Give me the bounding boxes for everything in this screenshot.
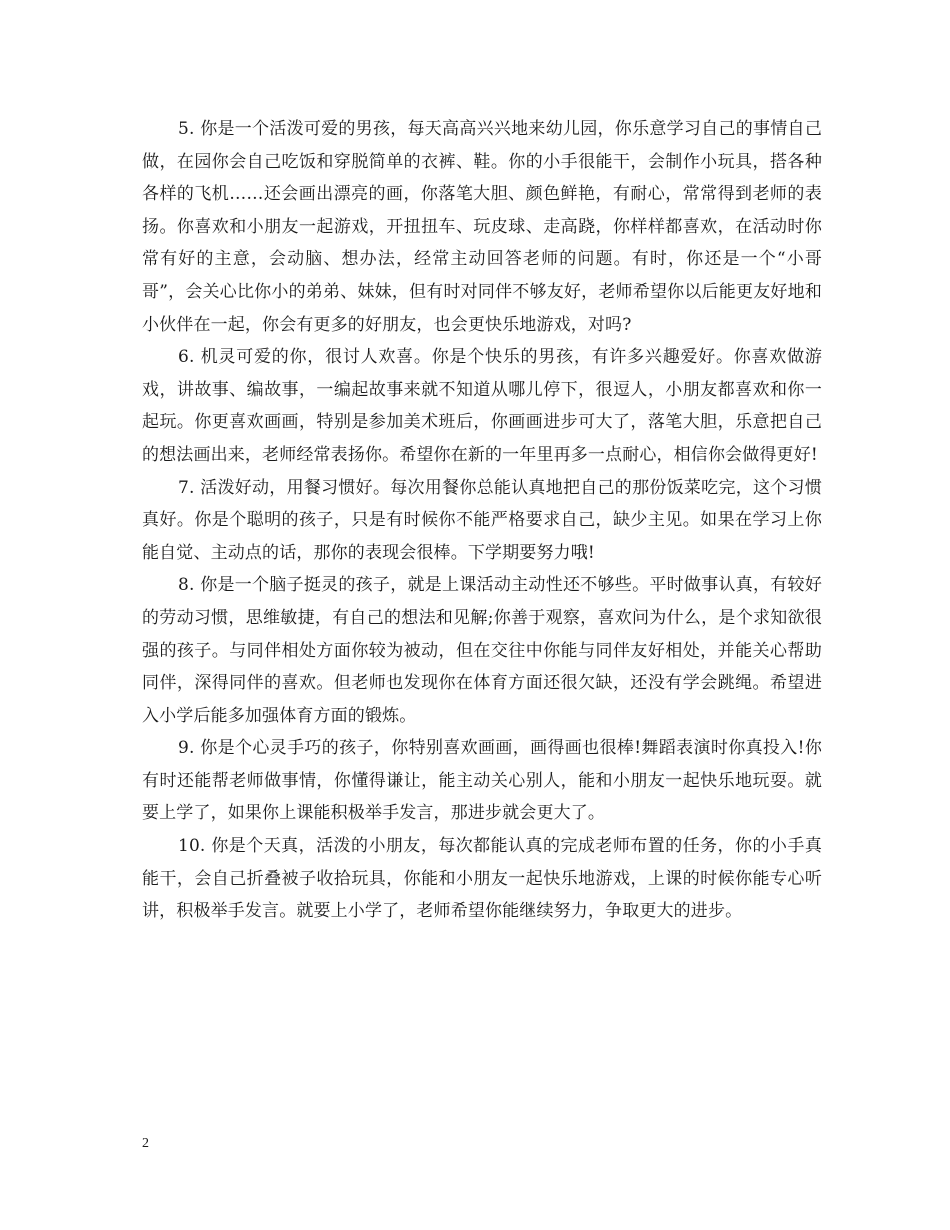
paragraph-6: 6. 机灵可爱的你，很讨人欢喜。你是个快乐的男孩，有许多兴趣爱好。你喜欢做游戏，讲故事、编故事，一编起故事来就不知道从哪儿停下，很逗人，小朋友都喜欢和你一起玩。你更喜欢画画，特别是参加美术班后，你画画进步可大了，落笔大胆，乐意把自己的想法画出来，老师经常表扬你。希望你在新的一年里再多一点耐心，相信你会做得更好! (142, 347, 822, 465)
document-body (142, 113, 822, 928)
paragraph-9: 9. 你是个心灵手巧的孩子，你特别喜欢画画，画得画也很棒!舞蹈表演时你真投入!你有时还能帮老师做事情，你懂得谦让，能主动关心别人，能和小朋友一起快乐地玩耍。就要上学了，如果你上课能积极举手发言，那进步就会更大了。 (142, 738, 822, 824)
paragraph-10: 10. 你是个天真，活泼的小朋友，每次都能认真的完成老师布置的任务，你的小手真能干，会自己折叠被子收拾玩具，你能和小朋友一起快乐地游戏，上课的时候你能专心听讲，积极举手发言。就要上小学了，老师希望你能继续努力，争取更大的进步。 (142, 836, 822, 922)
paragraph-7: 7. 活泼好动，用餐习惯好。每次用餐你总能认真地把自己的那份饭菜吃完，这个习惯真好。你是个聪明的孩子，只是有时候你不能严格要求自己，缺少主见。如果在学习上你能自觉、主动点的话，那你的表现会很棒。下学期要努力哦! (142, 477, 822, 563)
paragraph-5: 5. 你是一个活泼可爱的男孩，每天高高兴兴地来幼儿园，你乐意学习自己的事情自己做，在园你会自己吃饭和穿脱简单的衣裤、鞋。你的小手很能干，会制作小玩具，搭各种各样的飞机……还会画出漂亮的画，你落笔大胆、颜色鲜艳，有耐心，常常得到老师的表扬。你喜欢和小朋友一起游戏，开扭扭车、玩皮球、走高跷，你样样都喜欢，在活动时你常有好的主意，会动脑、想办法，经常主动回答老师的问题。有时，你还是一个“小哥哥”，会关心比你小的弟弟、妹妹，但有时对同伴不够友好，老师希望你以后能更友好地和小伙伴在一起，你会有更多的好朋友，也会更快乐地游戏，对吗? (142, 119, 822, 335)
paragraph-8: 8. 你是一个脑子挺灵的孩子，就是上课活动主动性还不够些。平时做事认真，有较好的劳动习惯，思维敏捷，有自己的想法和见解;你善于观察，喜欢问为什么，是个求知欲很强的孩子。与同伴相处方面你较为被动，但在交往中你能与同伴友好相处，并能关心帮助同伴，深得同伴的喜欢。但老师也发现你在体育方面还很欠缺，还没有学会跳绳。希望进入小学后能多加强体育方面的锻炼。 (142, 575, 822, 726)
page-number: 2 (142, 1136, 149, 1151)
